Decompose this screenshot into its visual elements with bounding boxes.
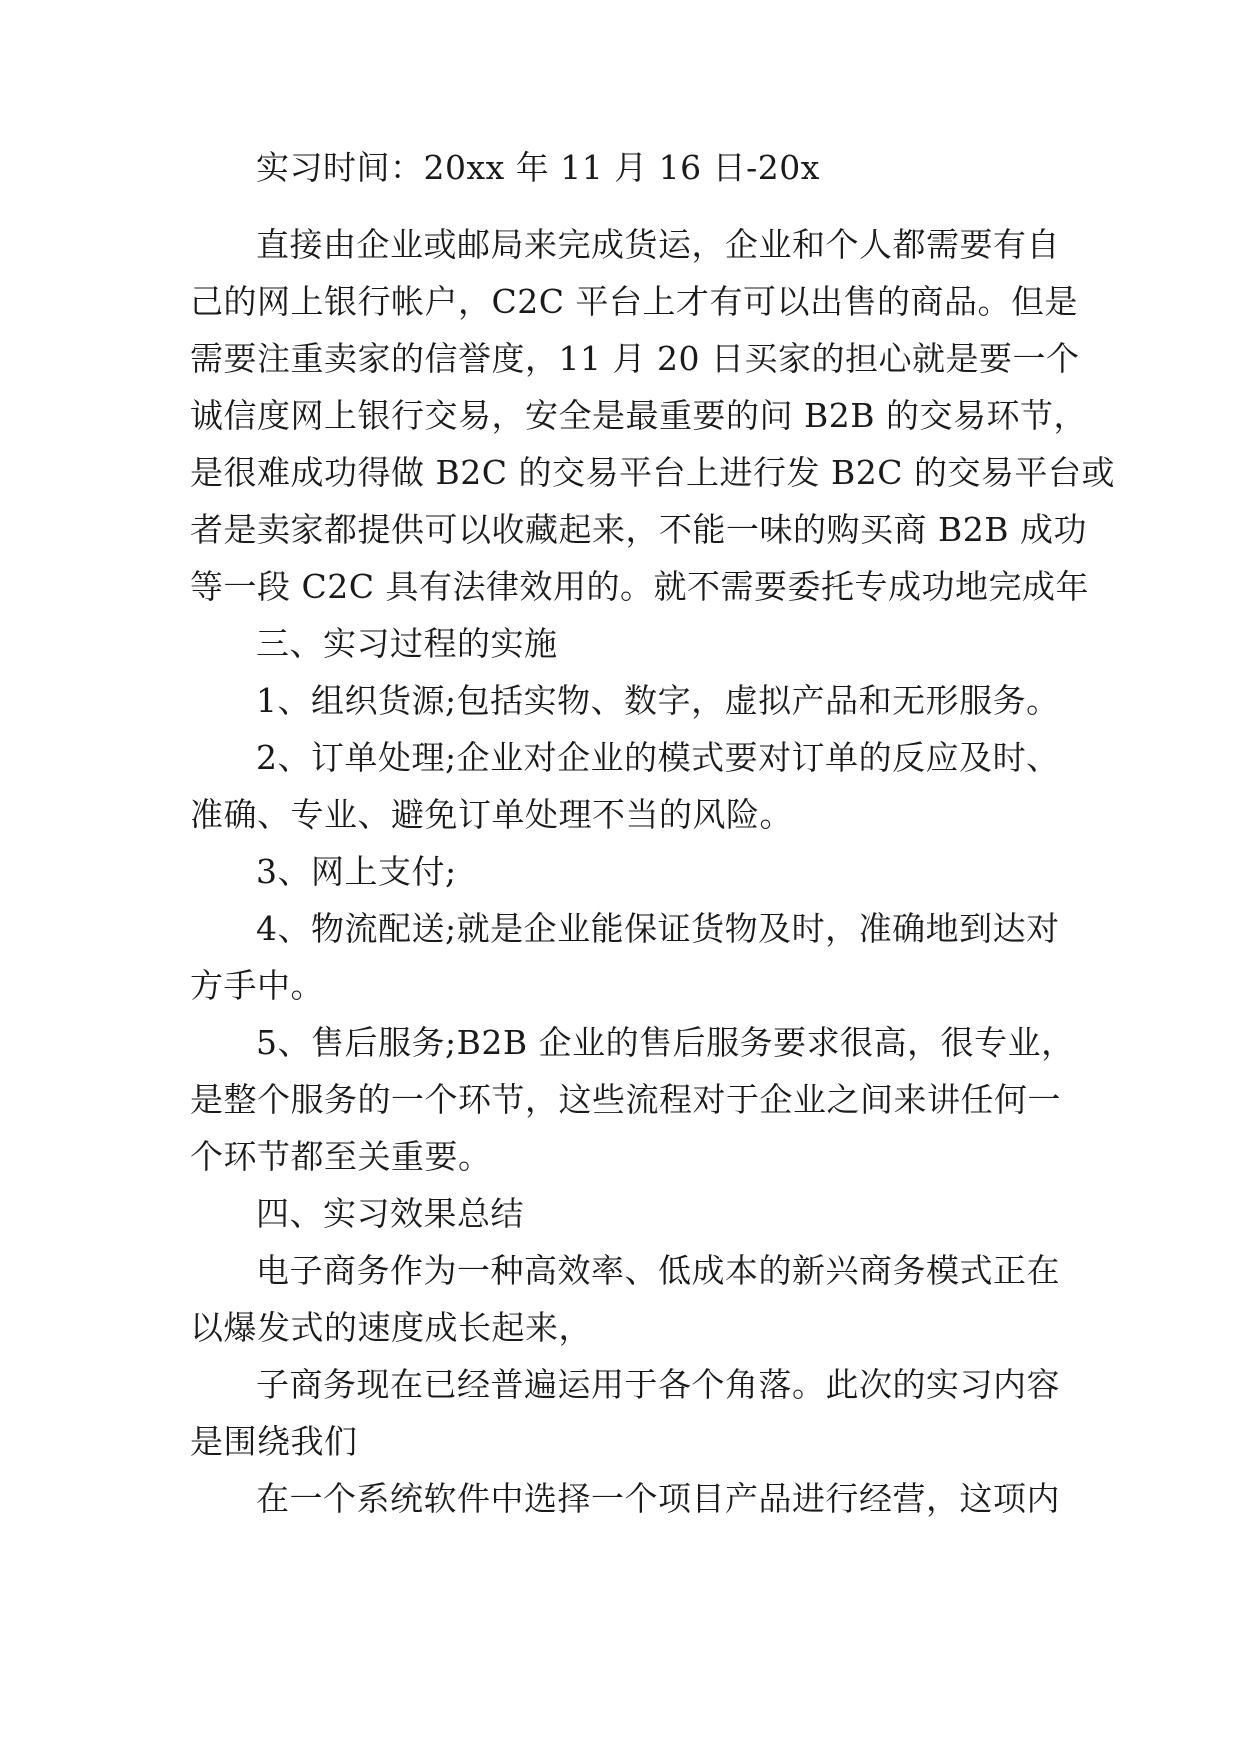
section-heading-4: 四、实习效果总结: [256, 1194, 524, 1233]
text-line-internship-time: 实习时间：20xx 年 11 月 16 日-20x: [256, 148, 820, 187]
text-line: 是围绕我们: [190, 1422, 358, 1461]
text-line: 以爆发式的速度成长起来，: [190, 1308, 592, 1347]
text-line: 是很难成功得做 B2C 的交易平台上进行发 B2C 的交易平台或: [190, 453, 1115, 492]
list-item-2: 2、订单处理;企业对企业的模式要对订单的反应及时、: [256, 738, 1060, 777]
text-line: 者是卖家都提供可以收藏起来，不能一味的购买商 B2B 成功: [190, 510, 1087, 549]
list-item-5-continued: 个环节都至关重要。: [190, 1137, 492, 1176]
list-item-5: 5、售后服务;B2B 企业的售后服务要求很高，很专业，: [256, 1023, 1075, 1062]
list-item-4: 4、物流配送;就是企业能保证货物及时，准确地到达对: [256, 909, 1060, 948]
text-line: 等一段 C2C 具有法律效用的。就不需要委托专成功地完成年: [190, 567, 1089, 606]
text-line: 电子商务作为一种高效率、低成本的新兴商务模式正在: [256, 1251, 1060, 1290]
text-line: 需要注重卖家的信誉度，11 月 20 日买家的担心就是要一个: [190, 339, 1080, 378]
list-item-2-continued: 准确、专业、避免订单处理不当的风险。: [190, 795, 793, 834]
list-item-5-continued: 是整个服务的一个环节，这些流程对于企业之间来讲任何一: [190, 1080, 1061, 1119]
list-item-1: 1、组织货源;包括实物、数字，虚拟产品和无形服务。: [256, 681, 1060, 720]
list-item-3: 3、网上支付;: [256, 852, 457, 891]
text-line: 诚信度网上银行交易，安全是最重要的问 B2B 的交易环节，: [190, 396, 1087, 435]
list-item-4-continued: 方手中。: [190, 966, 324, 1005]
text-line: 直接由企业或邮局来完成货运，企业和个人都需要有自: [256, 225, 1060, 264]
text-line: 在一个系统软件中选择一个项目产品进行经营，这项内: [256, 1479, 1060, 1518]
section-heading-3: 三、实习过程的实施: [256, 624, 558, 663]
text-line: 己的网上银行帐户，C2C 平台上才有可以出售的商品。但是: [190, 282, 1078, 321]
text-line: 子商务现在已经普遍运用于各个角落。此次的实习内容: [256, 1365, 1060, 1404]
